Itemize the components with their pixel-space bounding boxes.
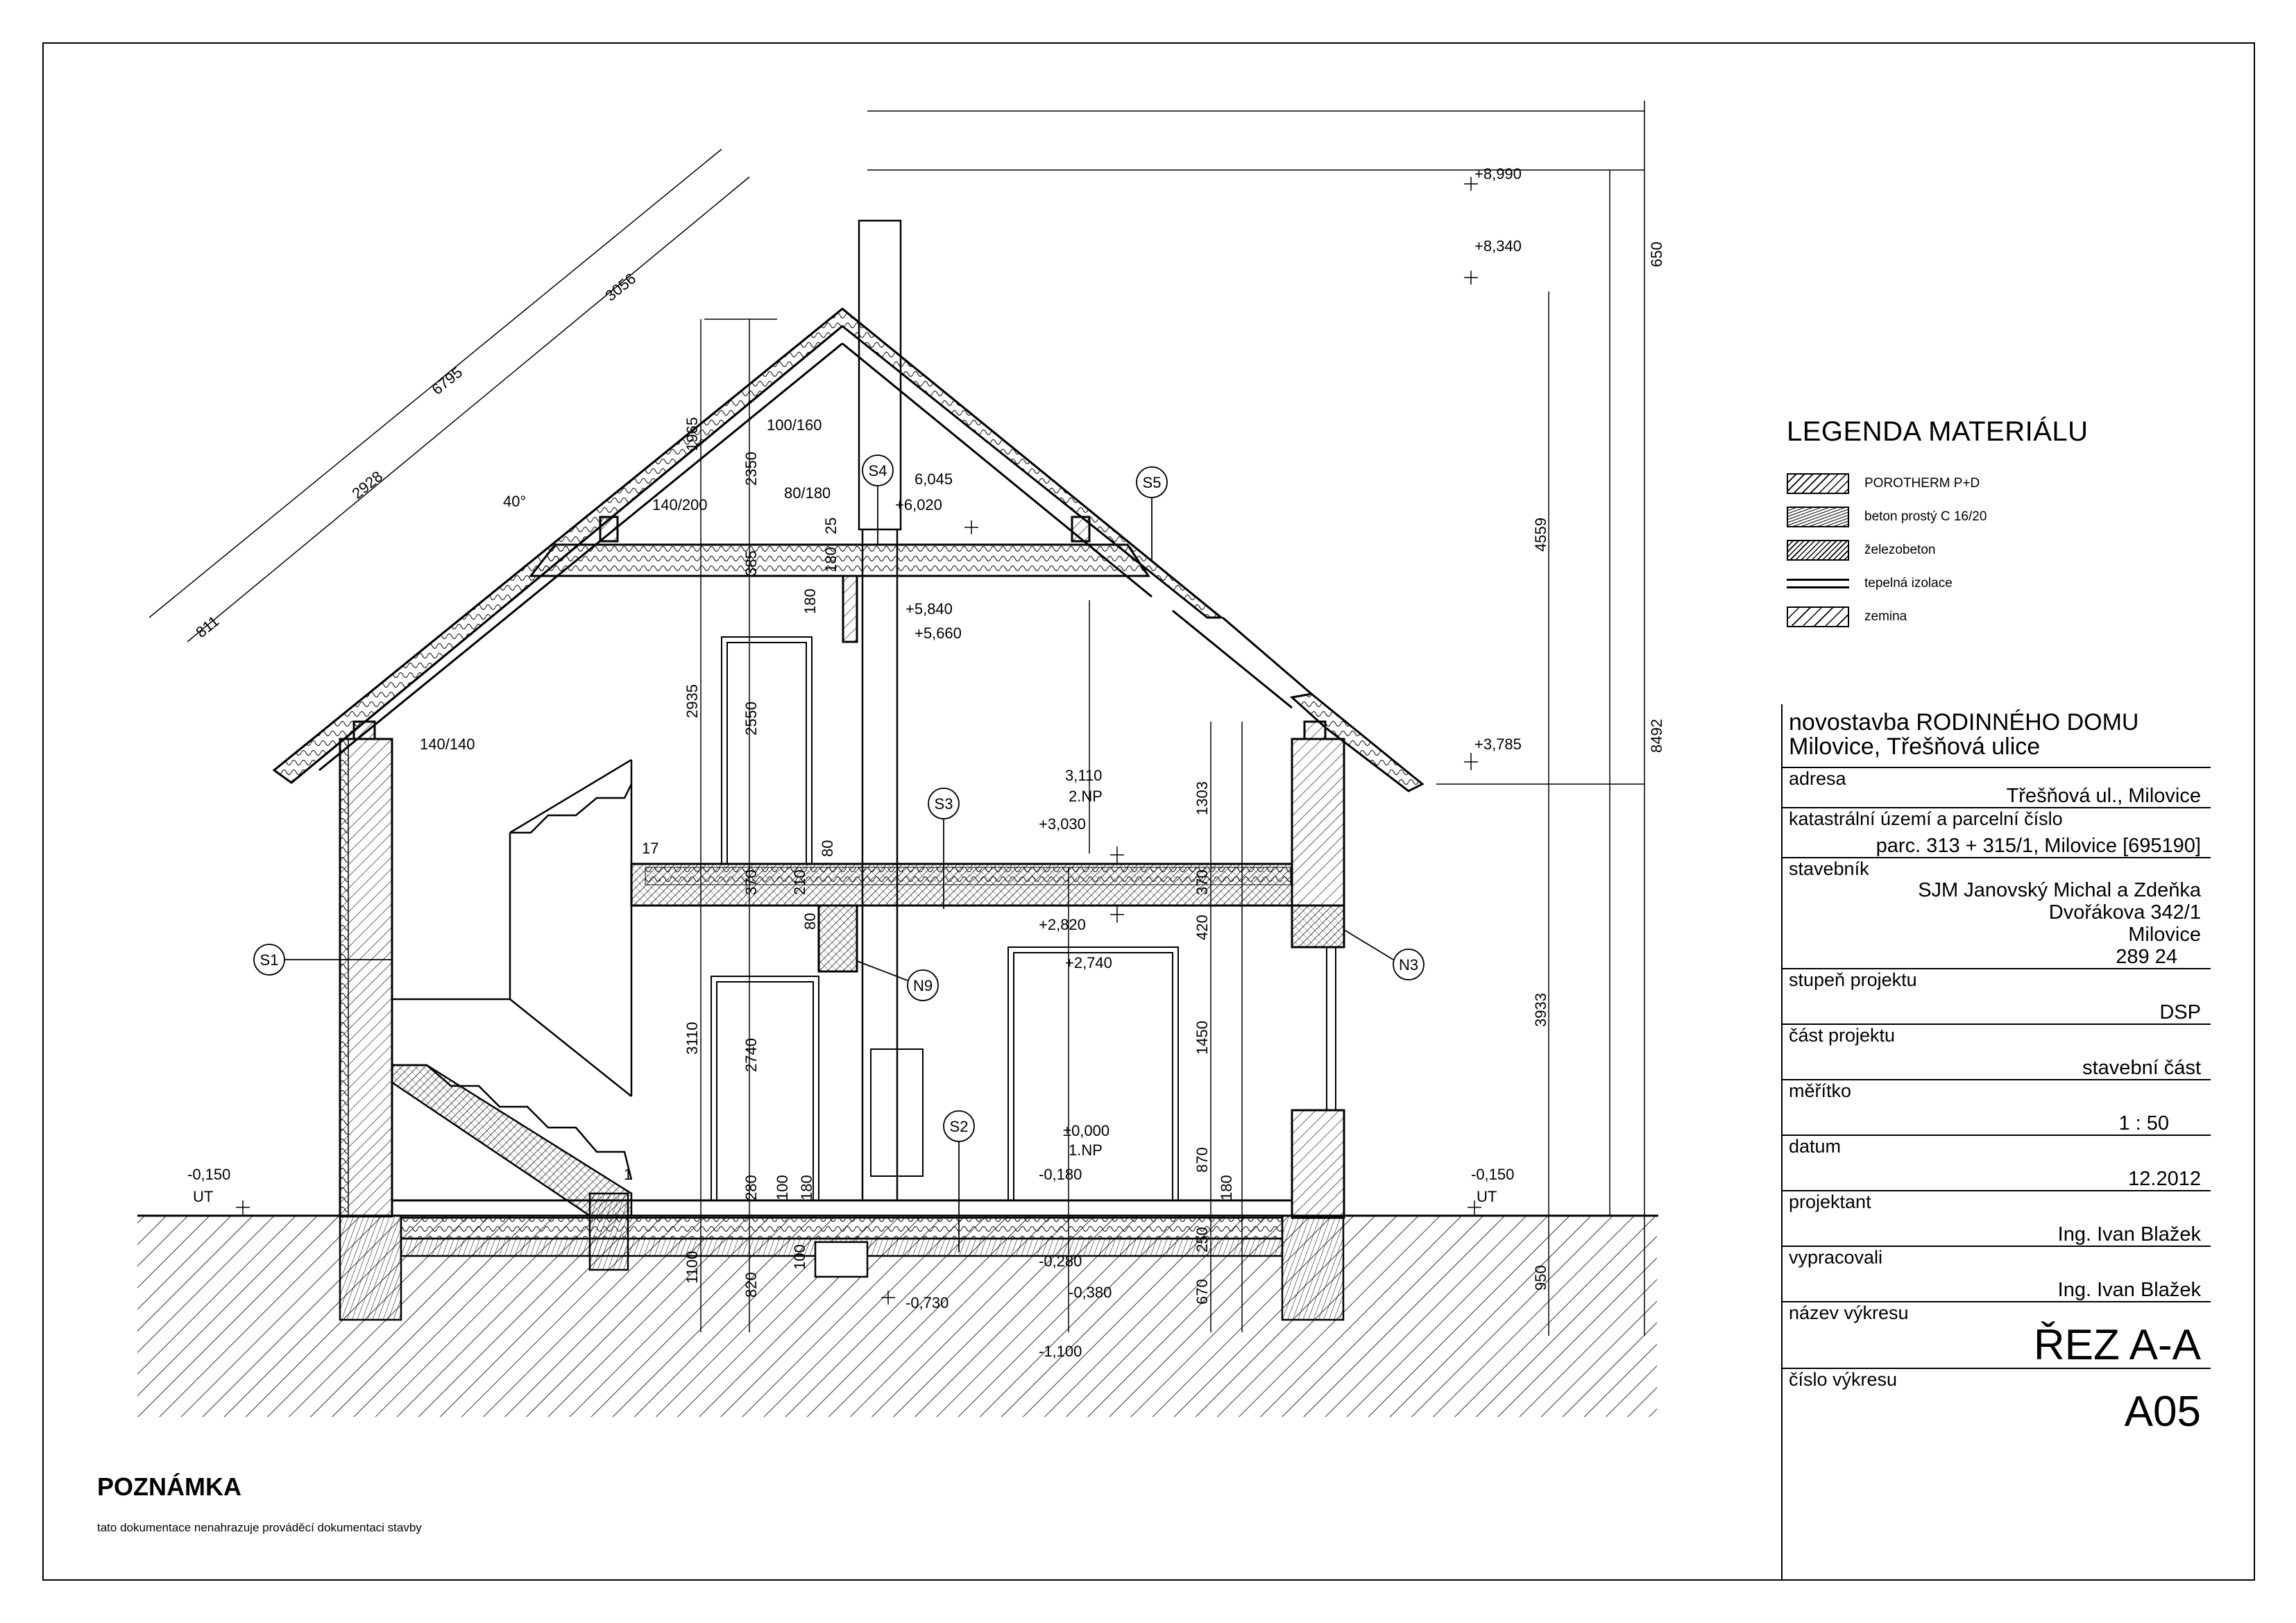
level-6045: 6,045 — [915, 470, 953, 488]
tb-label: stupeň projektu — [1789, 969, 1917, 990]
doors — [711, 637, 1178, 1200]
dim-roof-upper: 3056 — [602, 269, 640, 305]
tb-label: katastrální území a parcelní číslo — [1789, 808, 2063, 829]
dim-17: 17 — [642, 840, 659, 857]
timber-80-180: 80/180 — [784, 484, 831, 502]
dim-roof-eave: 811 — [192, 612, 223, 641]
level-m150-left: -0,150 — [187, 1166, 231, 1183]
drawing-number: A05 — [2124, 1388, 2201, 1436]
timber-100-160: 100/160 — [767, 416, 822, 434]
tb-value: stavební část — [2082, 1057, 2201, 1079]
level-5660: +5,660 — [915, 624, 962, 642]
tb-value: DSP — [2159, 1001, 2201, 1023]
level-m150-right: -0,150 — [1471, 1166, 1515, 1183]
stairs — [392, 760, 631, 1216]
dim-ridge-vert: 1965 — [683, 417, 701, 451]
legend-item-izolace — [1787, 567, 2203, 600]
tag-n3: N3 — [1398, 956, 1419, 974]
dim-180c: 180 — [798, 1175, 815, 1200]
tb-projektant — [1782, 1190, 2211, 1246]
tag-s4: S4 — [868, 462, 887, 479]
tb-label: název výkresu — [1789, 1302, 1909, 1323]
dim-overall-8492: 8492 — [1648, 719, 1665, 753]
level-1np: 1.NP — [1069, 1141, 1103, 1159]
dim-820: 820 — [742, 1272, 760, 1298]
level-0: ±0,000 — [1063, 1122, 1110, 1139]
tb-label: číslo výkresu — [1789, 1369, 1898, 1390]
level-m180: -0,180 — [1039, 1166, 1082, 1183]
attic-ceiling — [531, 517, 1148, 642]
tb-value: Milovice — [2128, 924, 2201, 946]
zelezobeton-swatch — [1787, 540, 1849, 561]
dim-right-670: 670 — [1193, 1279, 1211, 1305]
timber-140-140: 140/140 — [420, 736, 475, 753]
dim-upper-door: 2550 — [742, 702, 760, 736]
legend-title: LEGENDA MATERIÁLU — [1787, 416, 2089, 447]
tag-s3: S3 — [934, 795, 953, 813]
level-8990: +8,990 — [1474, 165, 1522, 182]
tb-value: 1 : 50 — [2118, 1112, 2169, 1135]
tb-cast — [1782, 1023, 2211, 1079]
tb-cislo — [1782, 1368, 2211, 1434]
legend-label: beton prostý C 16/20 — [1864, 509, 1987, 524]
dim-roof-pitch: 40° — [503, 493, 527, 510]
legend-item-zelezobeton — [1787, 534, 2203, 567]
dim-overall-4559: 4559 — [1532, 518, 1549, 552]
ut-right: UT — [1477, 1188, 1497, 1205]
legend-label: zemina — [1864, 609, 1907, 624]
level-5840: +5,840 — [905, 600, 953, 618]
timber-labels — [420, 416, 831, 753]
tb-vypracovali — [1782, 1246, 2211, 1301]
dim-overall-950: 950 — [1532, 1265, 1549, 1291]
dim-370a: 370 — [742, 869, 760, 895]
tag-n9: N9 — [912, 977, 933, 994]
legend-label: POROTHERM P+D — [1864, 476, 1980, 491]
tb-value: Ing. Ivan Blažek — [2057, 1223, 2201, 1246]
tag-s5: S5 — [1142, 474, 1162, 491]
stair-step-last: 1 — [623, 1166, 633, 1183]
legend-label: železobeton — [1864, 543, 1936, 557]
dim-210: 210 — [791, 869, 808, 895]
tb-adresa — [1782, 767, 2211, 807]
level-m380: -0,380 — [1069, 1284, 1112, 1301]
dim-roof-total: 6795 — [428, 363, 466, 398]
ut-left: UT — [193, 1188, 214, 1205]
dim-80b: 80 — [801, 912, 819, 930]
dim-roof-lower: 2928 — [348, 467, 386, 502]
dim-1100: 1100 — [683, 1250, 701, 1284]
tb-label: projektant — [1789, 1191, 1871, 1212]
tb-meritko — [1782, 1079, 2211, 1135]
dim-overall-3933: 3933 — [1532, 993, 1549, 1027]
tb-value: 289 24 — [2116, 946, 2177, 968]
tb-label: část projektu — [1789, 1025, 1896, 1046]
tb-value: Ing. Ivan Blažek — [2057, 1279, 2201, 1301]
level-m1100: -1,100 — [1039, 1343, 1082, 1360]
tb-label: datum — [1789, 1136, 1842, 1157]
level-m730: -0,730 — [905, 1294, 949, 1311]
level-2740: +2,740 — [1065, 954, 1112, 971]
level-8340: +8,340 — [1474, 237, 1522, 255]
legend-label: tepelná izolace — [1864, 576, 1953, 590]
tb-label: vypracovali — [1789, 1247, 1883, 1268]
dim-280: 280 — [742, 1175, 760, 1200]
level-3030: +3,030 — [1039, 815, 1086, 833]
note-title: POZNÁMKA — [97, 1472, 241, 1501]
dim-attic-height: 2350 — [742, 452, 760, 486]
level-6020: +6,020 — [895, 496, 942, 513]
izolace-swatch — [1787, 579, 1849, 588]
level-3110: 3,110 — [1065, 767, 1103, 784]
dim-right-870: 870 — [1193, 1147, 1211, 1173]
tb-value: Třešňová ul., Milovice — [2006, 785, 2201, 807]
project-location: Milovice, Třešňová ulice — [1789, 733, 2041, 760]
legend-item-porotherm — [1787, 467, 2203, 500]
tag-s1: S1 — [260, 951, 279, 969]
dim-ground-wall: 3110 — [683, 1021, 701, 1055]
porotherm-swatch — [1787, 473, 1849, 494]
level-m280: -0,280 — [1039, 1252, 1082, 1270]
dim-right-1303: 1303 — [1193, 781, 1211, 815]
legend-item-beton — [1787, 500, 2203, 534]
dim-180b: 180 — [801, 588, 819, 614]
tb-label: měřítko — [1789, 1080, 1852, 1101]
dim-upper-wall: 2935 — [683, 684, 701, 718]
title-block — [1782, 704, 2211, 1434]
dim-right-1450: 1450 — [1193, 1021, 1211, 1055]
dim-beam-180: 180 — [822, 547, 840, 572]
beton-swatch — [1787, 507, 1849, 527]
tb-value: Dvořákova 342/1 — [2048, 901, 2201, 924]
timber-140-200: 140/200 — [652, 496, 708, 513]
project-title: novostavba RODINNÉHO DOMU — [1789, 709, 2139, 736]
tb-value: parc. 313 + 315/1, Milovice [695190] — [1876, 835, 2201, 857]
tb-katastr — [1782, 807, 2211, 857]
material-legend — [1787, 416, 2203, 634]
tb-datum — [1782, 1135, 2211, 1190]
tb-value: SJM Janovský Michal a Zdeňka — [1918, 879, 2201, 901]
drawing-name: ŘEZ A-A — [2033, 1321, 2201, 1369]
level-3785: +3,785 — [1474, 736, 1522, 753]
dim-right-180: 180 — [1218, 1175, 1235, 1200]
dim-80a: 80 — [819, 840, 836, 857]
dim-ceiling-thk: 385 — [742, 550, 760, 576]
tag-s2: S2 — [949, 1118, 969, 1135]
level-2np: 2.NP — [1069, 788, 1103, 805]
note-box — [97, 1472, 422, 1535]
legend-item-zemina — [1787, 600, 2203, 634]
dim-right-250: 250 — [1193, 1227, 1211, 1252]
zemina-swatch — [1787, 606, 1849, 627]
dim-right-420: 420 — [1193, 915, 1211, 940]
tb-nazev — [1782, 1301, 2211, 1368]
tb-stupen — [1782, 968, 2211, 1023]
dim-25: 25 — [822, 517, 840, 534]
tb-label: stavebník — [1789, 858, 1869, 879]
dim-100b: 100 — [791, 1244, 808, 1270]
level-2820: +2,820 — [1039, 916, 1086, 933]
dim-overall-650: 650 — [1648, 241, 1665, 267]
dim-100a: 100 — [774, 1175, 791, 1200]
dim-right-370: 370 — [1193, 869, 1211, 895]
tb-value: 12.2012 — [2128, 1168, 2201, 1190]
dim-ground-door: 2740 — [742, 1038, 760, 1072]
note-text: tato dokumentace nenahrazuje prováděcí dokumentaci stavby — [97, 1521, 422, 1534]
tb-label: adresa — [1789, 768, 1846, 789]
tb-stavebnik — [1782, 857, 2211, 968]
